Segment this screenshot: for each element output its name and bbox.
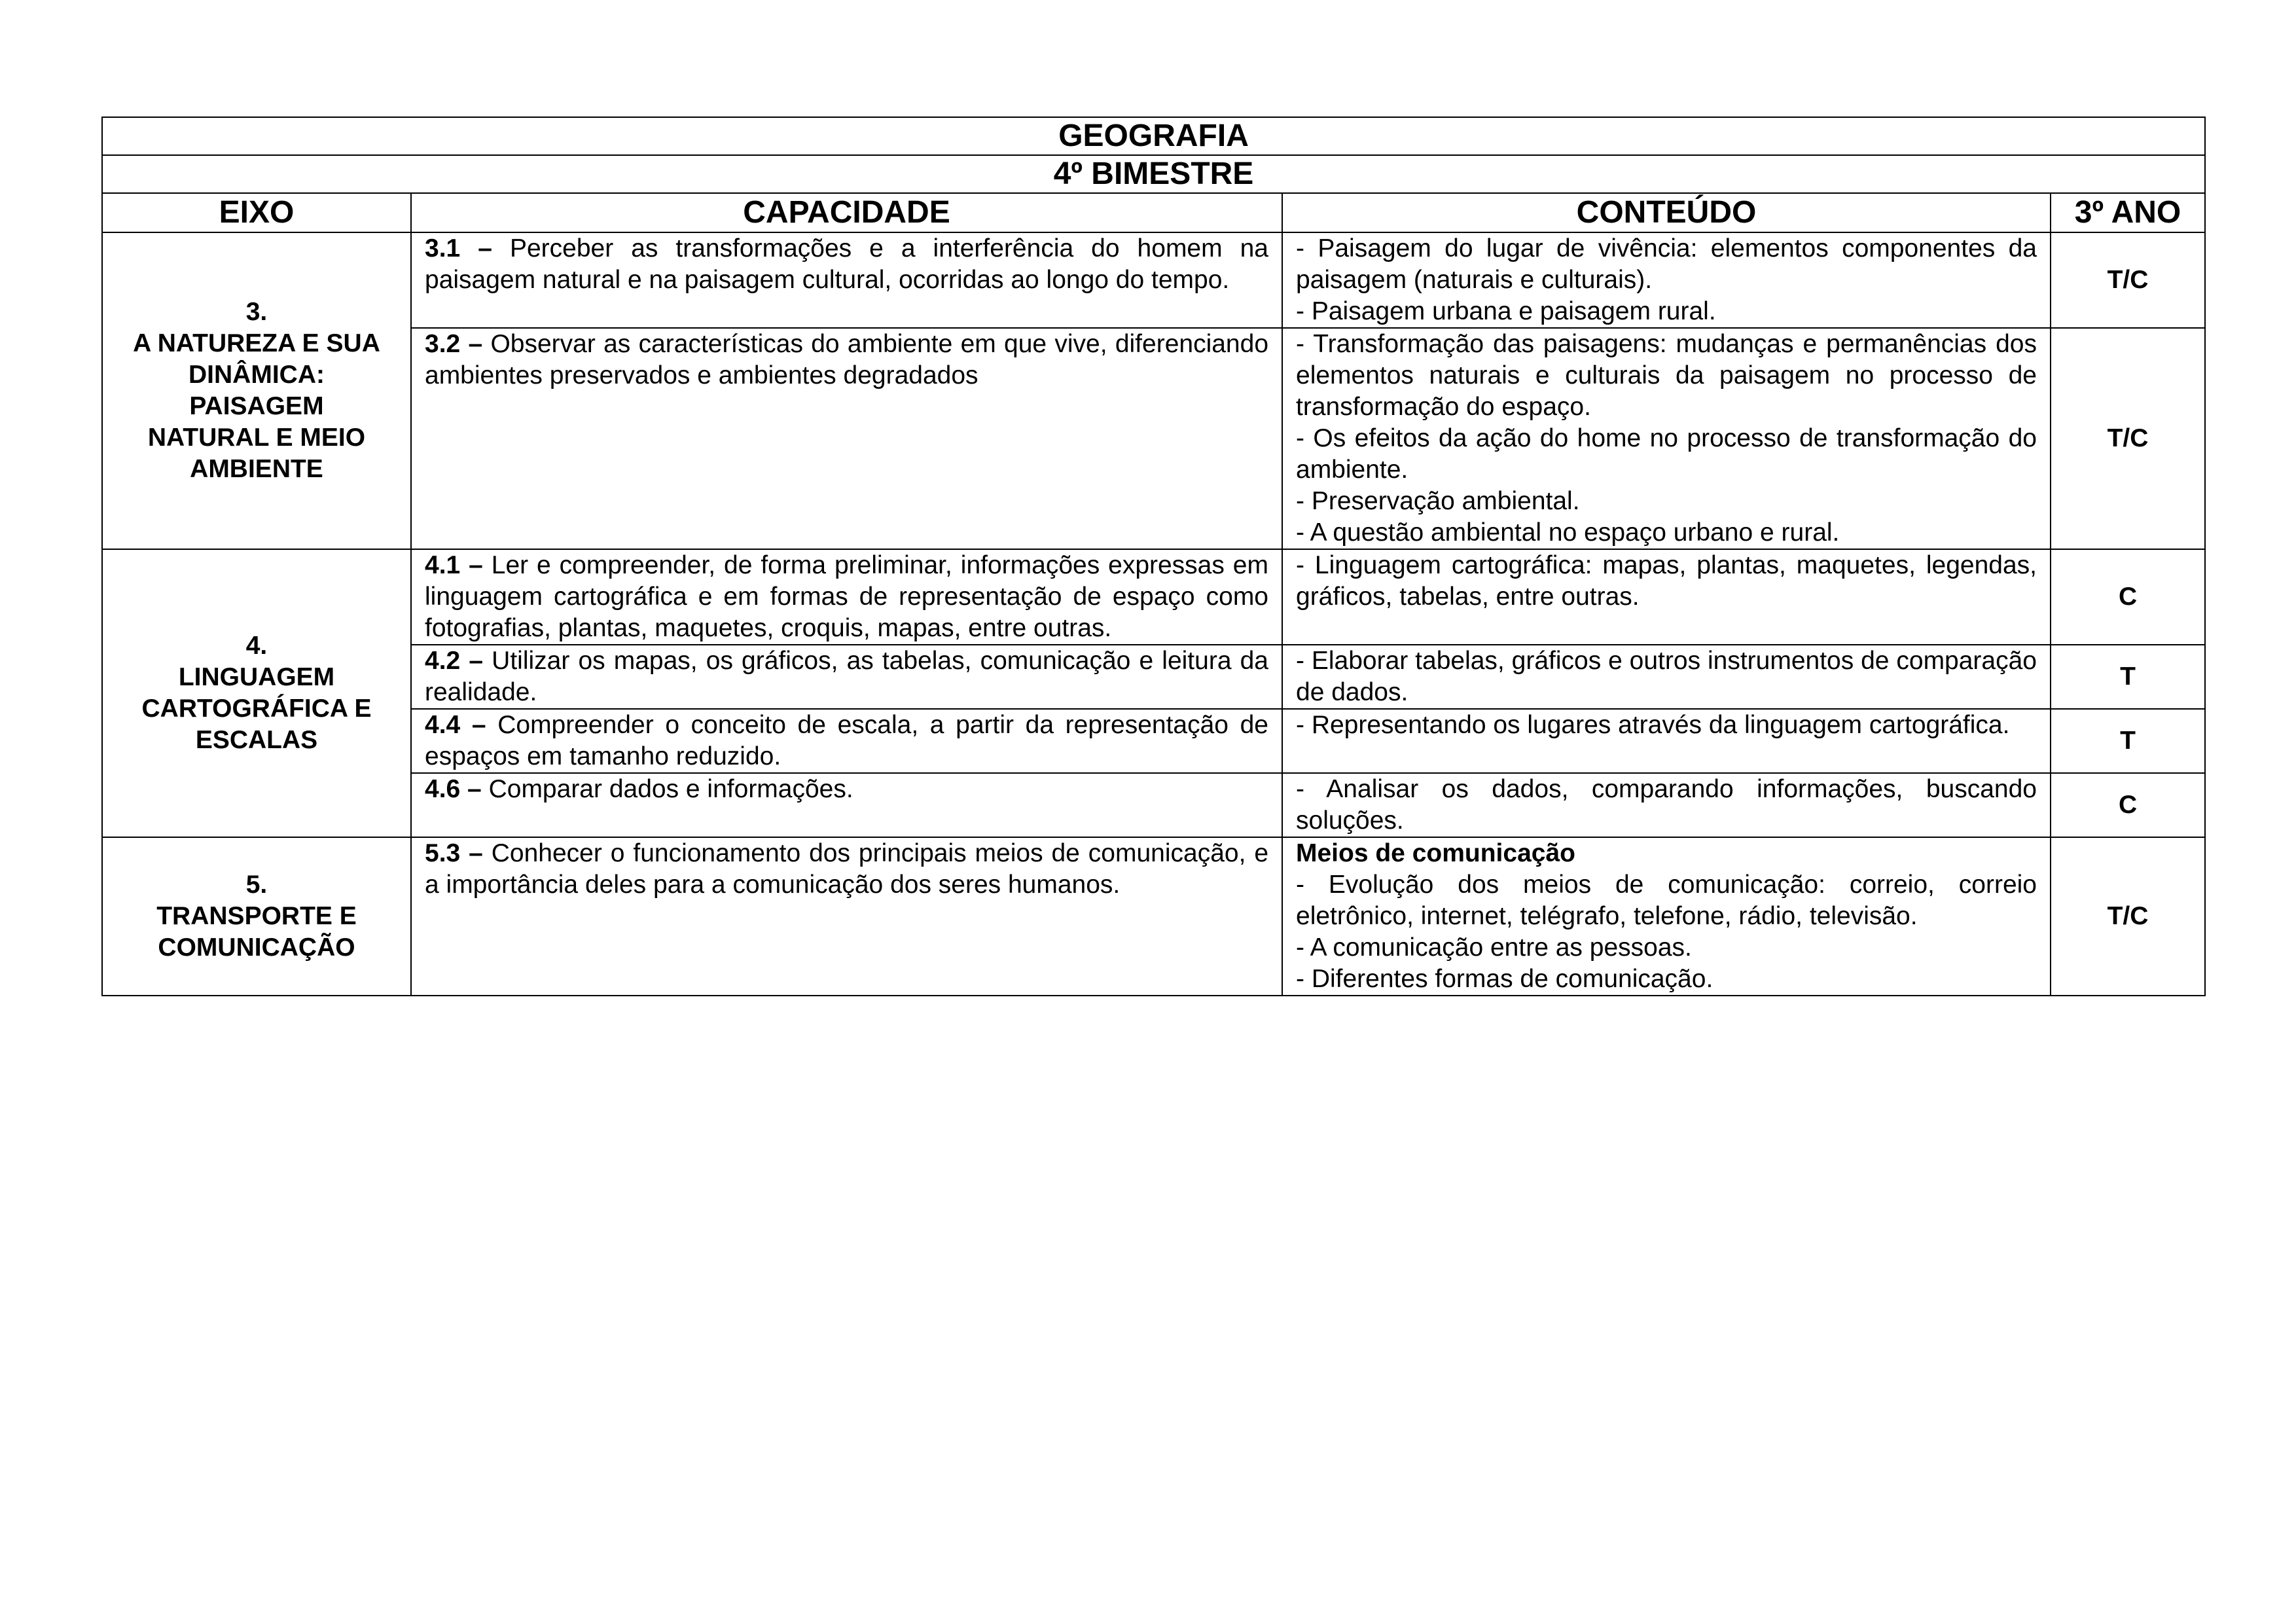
conteudo-item: - Transformação das paisagens: mudanças e permanências dos elementos naturais e culturais da paisagem no processo de transformação do espaço. (1296, 330, 2037, 421)
eixo-line: TRANSPORTE E (156, 902, 357, 930)
table-title: GEOGRAFIA (102, 117, 2205, 155)
capacidade-cell (411, 232, 1282, 328)
capacidade-text: Utilizar os mapas, os gráficos, as tabelas, comunicação e leitura da realidade. (425, 647, 1269, 706)
eixo-line: LINGUAGEM (178, 663, 335, 691)
ano-cell: T/C (2051, 837, 2205, 996)
eixo-line: NATURAL E MEIO (147, 424, 366, 452)
capacidade-text: Perceber as transformações e a interferência do homem na paisagem natural e na paisagem cultural, ocorridas ao longo do tempo. (425, 234, 1268, 294)
conteudo-item: - Analisar os dados, comparando informações, buscando soluções. (1296, 775, 2037, 835)
eixo-cell (102, 549, 411, 837)
capacidade-cell (411, 837, 1282, 996)
capacidade-text: Comparar dados e informações. (488, 775, 853, 803)
ano-cell: T (2051, 645, 2205, 709)
eixo-line: COMUNICAÇÃO (158, 933, 355, 962)
capacidade-cell (411, 549, 1282, 645)
eixo-line: ESCALAS (195, 726, 318, 754)
ano-cell: T (2051, 709, 2205, 773)
table-row (102, 549, 2205, 645)
capacidade-code: 4.2 – (425, 647, 484, 675)
capacidade-code: 4.6 – (425, 775, 482, 803)
conteudo-item: - Preservação ambiental. (1296, 487, 1580, 515)
table-row (102, 328, 2205, 549)
conteudo-item: - Representando os lugares através da linguagem cartográfica. (1296, 711, 2010, 739)
header-ano: 3º ANO (2051, 193, 2205, 232)
conteudo-item: - Linguagem cartográfica: mapas, plantas, maquetes, legendas, gráficos, tabelas, entre outras. (1296, 551, 2037, 611)
eixo-line: DINÂMICA: (188, 361, 325, 389)
curriculum-table (101, 117, 2206, 996)
conteudo-item: - Paisagem urbana e paisagem rural. (1296, 297, 1716, 325)
header-eixo: EIXO (102, 193, 411, 232)
capacidade-cell (411, 709, 1282, 773)
capacidade-text: Compreender o conceito de escala, a partir da representação de espaços em tamanho reduzido. (425, 711, 1269, 770)
header-capacidade: CAPACIDADE (411, 193, 1282, 232)
conteudo-cell (1282, 232, 2051, 328)
conteudo-item: - Os efeitos da ação do home no processo de transformação do ambiente. (1296, 424, 2037, 484)
capacidade-code: 5.3 – (425, 839, 483, 867)
conteudo-cell (1282, 645, 2051, 709)
ano-cell: C (2051, 773, 2205, 837)
eixo-line: A NATUREZA E SUA (133, 329, 380, 357)
conteudo-item: - A questão ambiental no espaço urbano e rural. (1296, 518, 1840, 547)
conteudo-item: - Elaborar tabelas, gráficos e outros instrumentos de comparação de dados. (1296, 647, 2037, 706)
table-row (102, 773, 2205, 837)
table-row (102, 837, 2205, 996)
conteudo-cell (1282, 549, 2051, 645)
capacidade-text: Conhecer o funcionamento dos principais meios de comunicação, e a importância deles para a comunicação dos seres humanos. (425, 839, 1269, 899)
table-row (102, 645, 2205, 709)
ano-cell: T/C (2051, 328, 2205, 549)
eixo-cell (102, 837, 411, 996)
capacidade-text: Ler e compreender, de forma preliminar, informações expressas em linguagem cartográfica e em formas de representação de espaço como fotografias, plantas, maquetes, croquis, mapas, entre outras. (425, 551, 1268, 642)
ano-cell: C (2051, 549, 2205, 645)
capacidade-code: 3.1 – (425, 234, 492, 262)
header-row (102, 193, 2205, 232)
table-row (102, 709, 2205, 773)
header-conteudo: CONTEÚDO (1282, 193, 2051, 232)
conteudo-cell (1282, 709, 2051, 773)
capacidade-cell (411, 328, 1282, 549)
eixo-cell (102, 232, 411, 549)
ano-cell: T/C (2051, 232, 2205, 328)
eixo-line: 5. (245, 871, 268, 899)
capacidade-cell (411, 645, 1282, 709)
eixo-line: CARTOGRÁFICA E (141, 695, 372, 723)
eixo-line: 4. (245, 632, 268, 660)
table-row (102, 232, 2205, 328)
capacidade-cell (411, 773, 1282, 837)
capacidade-text: Observar as características do ambiente em que vive, diferenciando ambientes preservados e ambientes degradados (425, 330, 1269, 389)
capacidade-code: 4.4 – (425, 711, 486, 739)
eixo-line: 3. (245, 298, 268, 326)
conteudo-item: - Evolução dos meios de comunicação: correio, correio eletrônico, internet, telégrafo, telefone, rádio, televisão. (1296, 871, 2037, 930)
conteudo-cell (1282, 837, 2051, 996)
capacidade-code: 4.1 – (425, 551, 483, 579)
table-subtitle: 4º BIMESTRE (102, 155, 2205, 193)
capacidade-code: 3.2 – (425, 330, 483, 358)
conteudo-cell (1282, 773, 2051, 837)
eixo-line: PAISAGEM (189, 392, 324, 420)
conteudo-heading: Meios de comunicação (1296, 839, 1575, 867)
conteudo-cell (1282, 328, 2051, 549)
conteudo-item: - Diferentes formas de comunicação. (1296, 965, 1713, 993)
title-row (102, 117, 2205, 155)
subtitle-row (102, 155, 2205, 193)
eixo-line: AMBIENTE (190, 455, 323, 483)
conteudo-item: - A comunicação entre as pessoas. (1296, 933, 1692, 962)
conteudo-item: - Paisagem do lugar de vivência: elementos componentes da paisagem (naturais e culturais). (1296, 234, 2037, 294)
